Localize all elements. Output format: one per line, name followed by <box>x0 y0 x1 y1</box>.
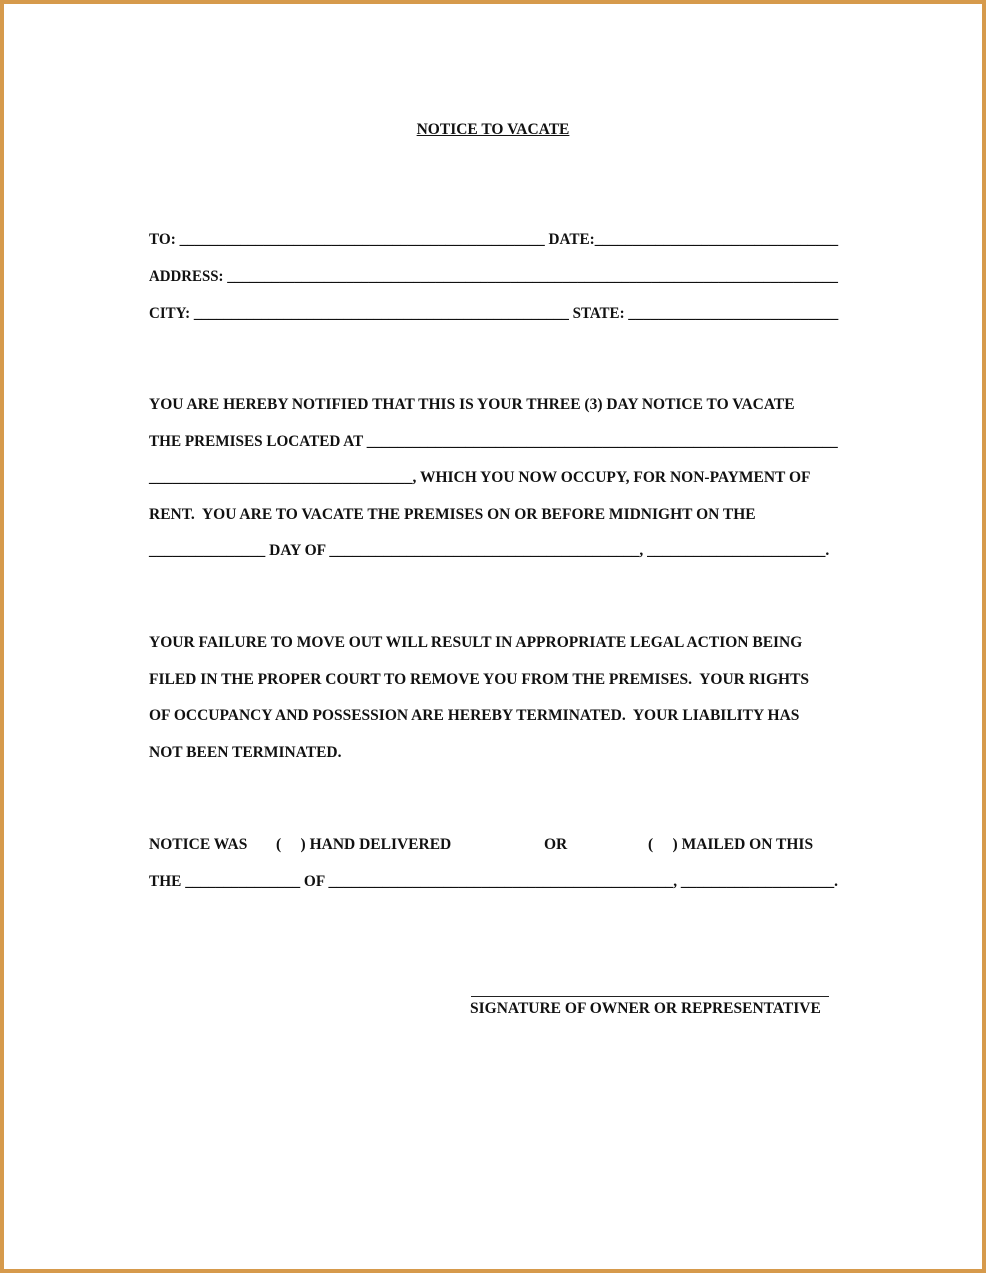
failure-paragraph-line: FILED IN THE PROPER COURT TO REMOVE YOU FROM THE PREMISES. YOUR RIGHTS <box>149 671 810 688</box>
failure-paragraph-line: YOUR FAILURE TO MOVE OUT WILL RESULT IN APPROPRIATE LEGAL ACTION BEING <box>149 634 803 651</box>
or-label: OR <box>544 836 568 853</box>
signature-label: SIGNATURE OF OWNER OR REPRESENTATIVE <box>470 1000 821 1017</box>
to-date-line: TO: ________________________________________________ DATE:________________________________ <box>149 231 839 248</box>
notice-paragraph-line: THE PREMISES LOCATED AT ______________________________________________________________ <box>149 433 838 450</box>
notice-paragraph-line: _______________ DAY OF ________________________________________, _______________________. <box>149 542 830 559</box>
notice-paragraph-line: RENT. YOU ARE TO VACATE THE PREMISES ON OR BEFORE MIDNIGHT ON THE <box>149 506 756 523</box>
city-state-line: CITY: __________________________________________________ STATE: ____________________________ <box>149 305 839 322</box>
delivery-date-line: THE _______________ OF _____________________________________________, ____________________. <box>149 873 838 890</box>
hand-delivered-option: ( ) HAND DELIVERED <box>276 836 452 853</box>
notice-was-label: NOTICE WAS <box>149 836 248 853</box>
signature-line <box>471 996 829 997</box>
mailed-option: ( ) MAILED ON THIS <box>648 836 814 853</box>
address-line: ADDRESS: __________________________________________________________________________________ <box>149 268 838 285</box>
failure-paragraph-line: NOT BEEN TERMINATED. <box>149 744 342 761</box>
failure-paragraph-line: OF OCCUPANCY AND POSSESSION ARE HEREBY TERMINATED. YOUR LIABILITY HAS <box>149 707 800 724</box>
notice-paragraph-line: __________________________________, WHICH YOU NOW OCCUPY, FOR NON-PAYMENT OF <box>149 469 811 486</box>
document-title-text: NOTICE TO VACATE <box>416 121 570 138</box>
document-title <box>0 121 986 139</box>
notice-paragraph-line: YOU ARE HEREBY NOTIFIED THAT THIS IS YOUR THREE (3) DAY NOTICE TO VACATE <box>149 396 795 413</box>
